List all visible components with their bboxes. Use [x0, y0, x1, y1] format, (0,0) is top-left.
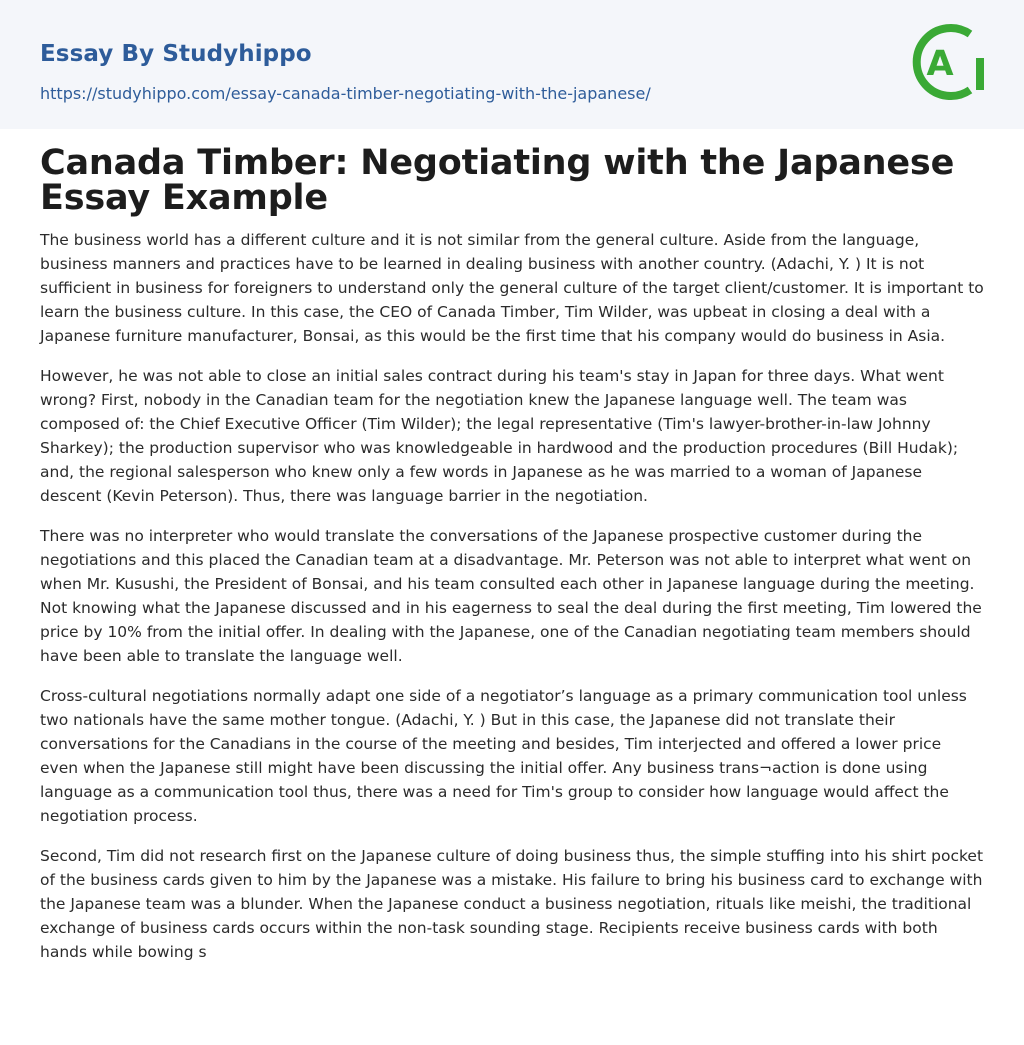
source-url-link[interactable]: https://studyhippo.com/essay-canada-timber-negotiating-with-the-japanese/ — [40, 84, 651, 103]
article-body — [40, 228, 984, 964]
paragraph-2: However, he was not able to close an initial sales contract during his team's stay in Japan for three days. What went wrong? First, nobody in the Canadian team for the negotiation knew the Japanese language well. The team was composed of: the Chief Executive Officer (Tim Wilder); the legal representative (Tim's lawyer-brother-in-law Johnny Sharkey); the production supervisor who was knowledgeable in hardwood and the production procedures (Bill Hudak); and, the regional salesperson who knew only a few words in Japanese as he was married to a woman of Japanese descent (Kevin Peterson). Thus, there was language barrier in the negotiation. — [40, 367, 959, 505]
paragraph-5: Second, Tim did not research first on the Japanese culture of doing business thus, the simple stuffing into his shirt pocket of the business cards given to him by the Japanese was a mistake. His failure to bring his business card to exchange with the Japanese team was a blunder. When the Japanese conduct a business negotiation, rituals like meishi, the traditional exchange of business cards occurs within the non-task sounding stage. Recipients receive business cards with both hands while bowing s — [40, 847, 984, 961]
site-header — [0, 0, 1024, 129]
article — [40, 143, 984, 980]
paragraph-3: There was no interpreter who would translate the conversations of the Japanese prospective customer during the negotiations and this placed the Canadian team at a disadvantage. Mr. Peterson was not able to interpret what went on when Mr. Kusushi, the President of Bonsai, and his team consulted each other in Japanese language during the meeting. Not knowing what the Japanese discussed and in his eagerness to seal the deal during the first meeting, Tim lowered the price by 10% from the initial offer. In dealing with the Japanese, one of the Canadian negotiating team members should have been able to translate the language well. — [40, 527, 982, 665]
paragraph-4: Cross-cultural negotiations normally adapt one side of a negotiator’s language as a primary communication tool unless two nationals have the same mother tongue. (Adachi, Y. ) But in this case, the Japanese did not translate their conversations for the Canadians in the course of the meeting and besides, Tim interjected and offered a lower price even when the Japanese still might have been discussing the initial offer. Any business trans¬action is done using language as a communication tool thus, there was a need for Tim's group to consider how language would affect the negotiation process. — [40, 687, 967, 825]
studyhippo-logo-icon[interactable] — [912, 18, 988, 106]
logo-letter: A — [926, 44, 954, 84]
site-brand[interactable]: Essay By Studyhippo — [40, 41, 312, 67]
paragraph-1: The business world has a different culture and it is not similar from the general culture. Aside from the language, business manners and practices have to be learned in dealing business with another country. (Adachi, Y. ) It is not sufficient in business for foreigners to understand only the general culture of the target client/customer. It is important to learn the business culture. In this case, the CEO of Canada Timber, Tim Wilder, was upbeat in closing a deal with a Japanese furniture manufacturer, Bonsai, as this would be the first time that his company would do business in Asia. — [40, 231, 984, 345]
article-title: Canada Timber: Negotiating with the Japanese Essay Example — [40, 143, 955, 218]
